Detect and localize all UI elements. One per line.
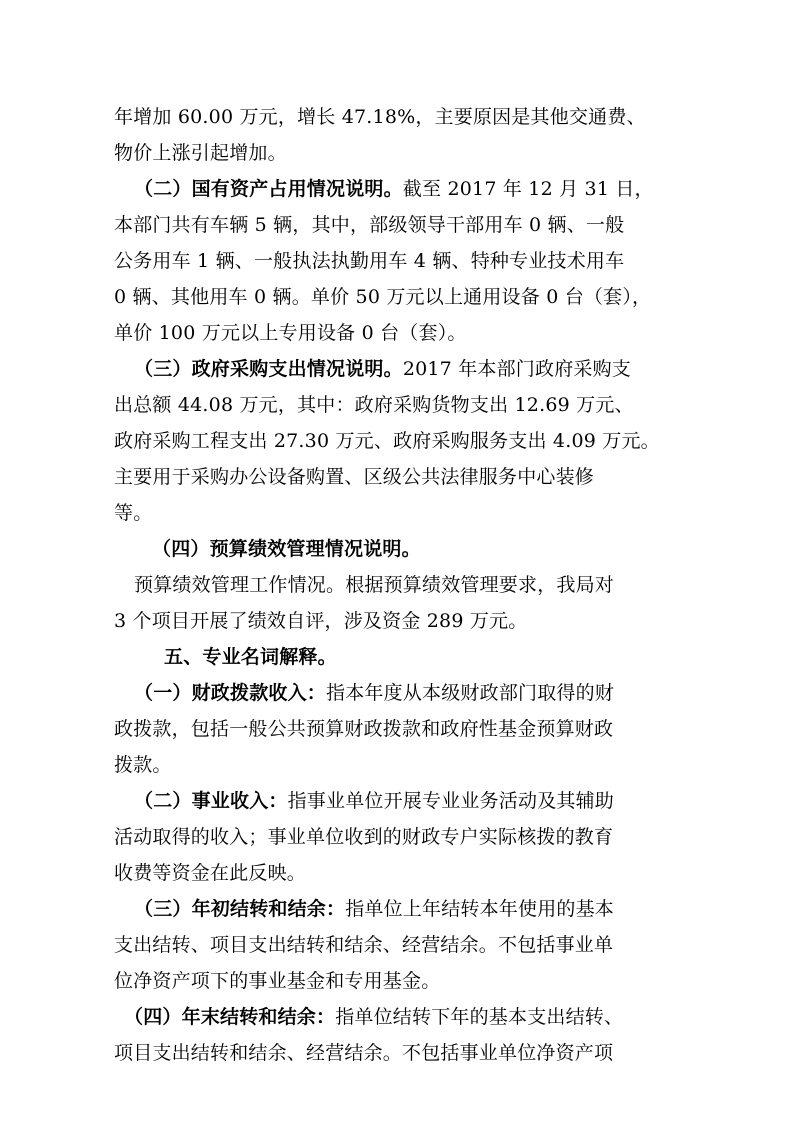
chapter-heading: 五、专业名词解释。 [164, 646, 337, 668]
term-heading: （二）事业收入： [134, 790, 288, 812]
text-line: 活动取得的收入；事业单位收到的财政专户实际核拨的教育 [114, 826, 614, 848]
text-line: 收费等资金在此反映。 [114, 862, 307, 884]
section-heading: （四）预算绩效管理情况说明。 [152, 538, 421, 560]
text-line: 3 个项目开展了绩效自评，涉及资金 289 万元。 [114, 610, 528, 632]
text-line: 0 辆、其他用车 0 辆。单价 50 万元以上通用设备 0 台（套）， [114, 286, 652, 308]
text-line: 出总额 44.08 万元，其中：政府采购货物支出 12.69 万元、 [114, 394, 634, 416]
text-line: 年增加 60.00 万元，增长 47.18%，主要原因是其他交通费、 [114, 106, 646, 128]
section-heading-line: （二）国有资产占用情况说明。截至 2017 年 12 月 31 日， [134, 178, 654, 200]
section-heading-line [152, 532, 722, 566]
term-line: （二）事业收入：指事业单位开展专业业务活动及其辅助 [134, 790, 615, 812]
text-line: 项目支出结转和结余、经营结余。不包括事业单位净资产项 [114, 1042, 614, 1064]
text-line: 物价上涨引起增加。 [114, 142, 287, 164]
text-line: 预算绩效管理工作情况。根据预算绩效管理要求，我局对 [134, 574, 615, 596]
text-line: 政拨款，包括一般公共预算财政拨款和政府性基金预算财政 [114, 718, 614, 740]
text-line: 支出结转、项目支出结转和结余、经营结余。不包括事业单 [114, 934, 614, 956]
section-heading: （二）国有资产占用情况说明。 [134, 178, 403, 200]
chapter-heading-line [164, 640, 734, 674]
term-heading: （一）财政拨款收入： [134, 682, 327, 704]
section-heading-line: （三）政府采购支出情况说明。2017 年本部门政府采购支 [134, 358, 632, 380]
text-line: 政府采购工程支出 27.30 万元、政府采购服务支出 4.09 万元。 [114, 430, 660, 452]
section-heading: （三）政府采购支出情况说明。 [134, 358, 403, 380]
term-heading: （四）年末结转和结余： [124, 1006, 336, 1028]
text-line: 单价 100 万元以上专用设备 0 台（套）。 [114, 322, 467, 344]
term-line: （一）财政拨款收入：指本年度从本级财政部门取得的财 [134, 682, 615, 704]
text-line: 本部门共有车辆 5 辆，其中，部级领导干部用车 0 辆、一般 [114, 214, 625, 236]
term-line: （三）年初结转和结余：指单位上年结转本年使用的基本 [134, 898, 615, 920]
term-heading: （三）年初结转和结余： [134, 898, 346, 920]
term-line: （四）年末结转和结余：指单位结转下年的基本支出结转、 [124, 1006, 624, 1028]
text-line: 主要用于采购办公设备购置、区级公共法律服务中心装修 [114, 466, 595, 488]
text-line: 等。 [114, 502, 153, 524]
text-line: 拨款。 [114, 754, 172, 776]
text-line: 位净资产项下的事业基金和专用基金。 [114, 970, 441, 992]
text-line: 公务用车 1 辆、一般执法执勤用车 4 辆、特种专业技术用车 [114, 250, 625, 272]
